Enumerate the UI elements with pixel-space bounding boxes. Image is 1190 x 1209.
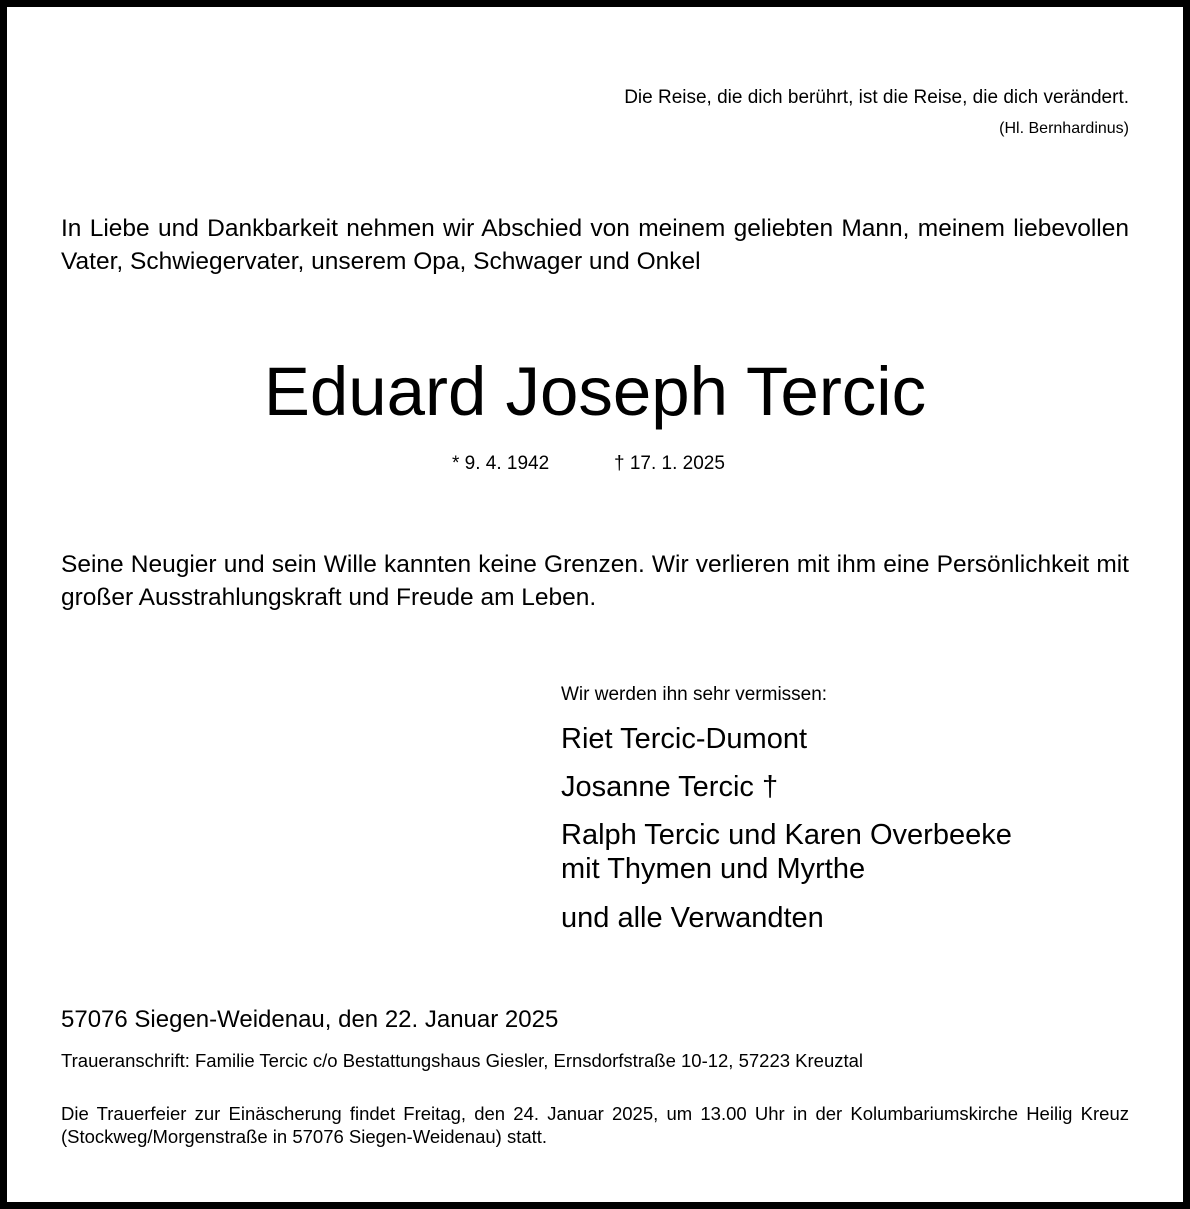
mourner-name: und alle Verwandten [561,902,824,934]
birth-date: * 9. 4. 1942 [452,453,550,474]
condolence-address: Traueranschrift: Familie Tercic c/o Bestattungshaus Giesler, Ernsdorfstraße 10-12, 57223 Kreuztal [61,1050,864,1071]
mourner-name-group [561,818,1012,886]
quote-text: Die Reise, die dich berührt, ist die Reise, die dich verändert. [624,87,1129,108]
place-date: 57076 Siegen-Weidenau, den 22. Januar 2025 [61,1006,559,1033]
intro-text: In Liebe und Dankbarkeit nehmen wir Abschied von meinem geliebten Mann, meinem liebevollen Vater, Schwiegervater, unserem Opa, Schwager und Onkel [61,215,1129,275]
mourner-name: Riet Tercic-Dumont [561,723,808,755]
tribute-text: Seine Neugier und sein Wille kannten keine Grenzen. Wir verlieren mit ihm eine Persönlichkeit mit großer Ausstrahlungskraft und Freude am Leben. [61,551,1129,611]
mourner-name: mit Thymen und Myrthe [561,853,866,885]
ceremony-info: Die Trauerfeier zur Einäscherung findet Freitag, den 24. Januar 2025, um 13.00 Uhr in der Kolumbariumskirche Heilig Kreuz (Stockweg/Morgenstraße in 57076 Siegen-Weidenau) statt. [61,1103,1129,1147]
death-date: † 17. 1. 2025 [614,453,725,474]
mourner-name: Ralph Tercic und Karen Overbeeke [561,819,1012,851]
mourners-intro: Wir werden ihn sehr vermissen: [561,684,828,705]
quote-author: (Hl. Bernhardinus) [999,120,1129,137]
mourner-name: Josanne Tercic † [561,771,779,803]
deceased-name: Eduard Joseph Tercic [263,353,927,430]
